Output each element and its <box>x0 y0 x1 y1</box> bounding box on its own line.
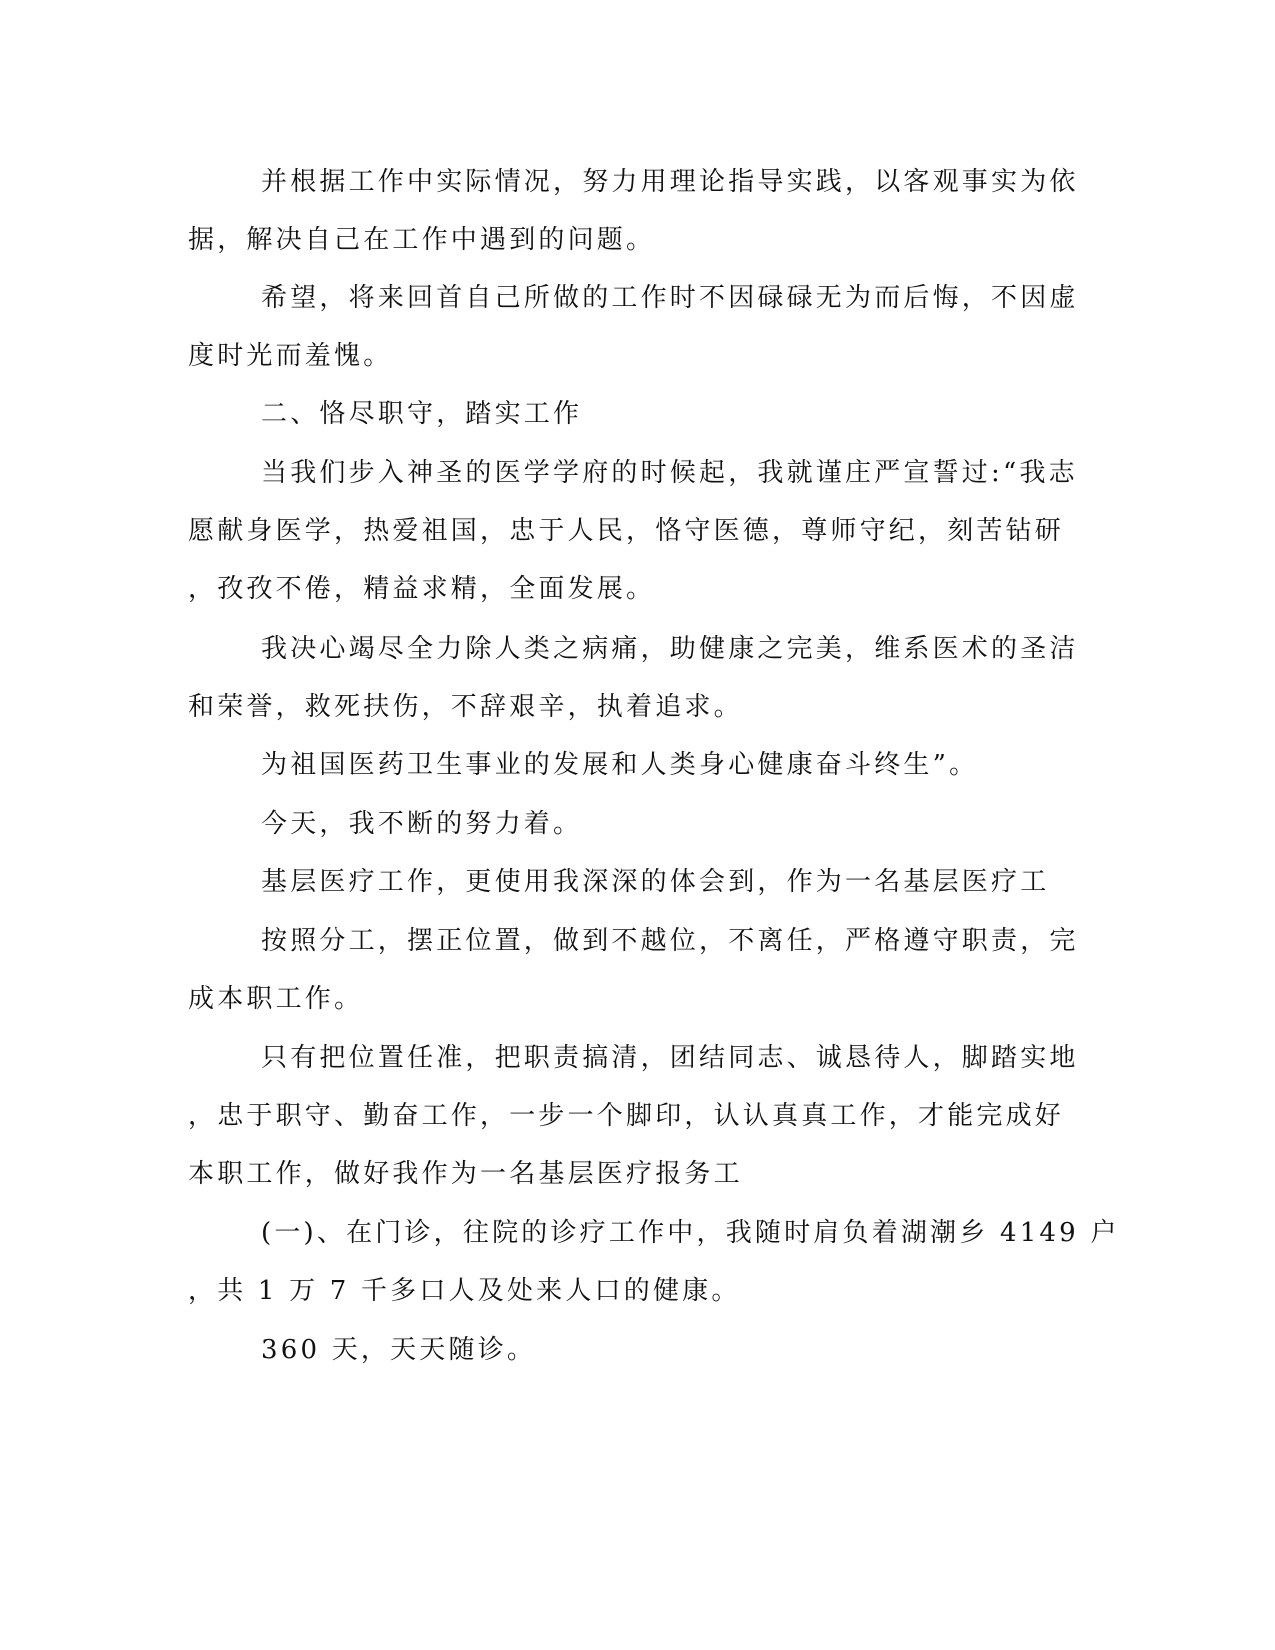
text-line: 希望，将来回首自己所做的工作时不因碌碌无为而后悔，不因虚 <box>261 283 1079 313</box>
text-line: 本职工作，做好我作为一名基层医疗报务工 <box>188 1159 743 1189</box>
text-line: 度时光而羞愧。 <box>188 341 393 371</box>
text-line: 据，解决自己在工作中遇到的问题。 <box>188 225 656 255</box>
text-line: 愿献身医学，热爱祖国，忠于人民，恪守医德，尊师守纪，刻苦钻研 <box>188 516 1065 546</box>
text-line: 按照分工，摆正位置，做到不越位，不离任，严格遵守职责，完 <box>261 926 1079 956</box>
text-line: 为祖国医药卫生事业的发展和人类身心健康奋斗终生”。 <box>261 750 979 780</box>
text-line: 当我们步入神圣的医学学府的时候起，我就谨庄严宣誓过:“我志 <box>261 458 1078 488</box>
text-line: 360 天，天天随诊。 <box>261 1335 537 1365</box>
text-line: 基层医疗工作，更使用我深深的体会到，作为一名基层医疗工 <box>261 867 1050 897</box>
text-line: 并根据工作中实际情况，努力用理论指导实践，以客观事实为依 <box>261 167 1079 197</box>
text-line: 成本职工作。 <box>188 984 364 1014</box>
text-line: ，孜孜不倦，精益求精，全面发展。 <box>188 574 656 604</box>
section-heading: 二、恪尽职守，踏实工作 <box>261 399 583 429</box>
text-line: ，共 1 万 7 千多口人及处来人口的健康。 <box>188 1276 741 1306</box>
text-line: 和荣誉，救死扶伤，不辞艰辛，执着追求。 <box>188 692 743 722</box>
text-line: (一)、在门诊，往院的诊疗工作中，我随时肩负着湖潮乡 4149 户 <box>261 1218 1120 1248</box>
text-line: 今天，我不断的努力着。 <box>261 809 583 839</box>
text-line: 只有把位置任准，把职责搞清，团结同志、诚恳待人，脚踏实地 <box>261 1043 1079 1073</box>
text-line: 我决心竭尽全力除人类之病痛，助健康之完美，维系医术的圣洁 <box>261 634 1079 664</box>
text-line: ，忠于职守、勤奋工作，一步一个脚印，认认真真工作，才能完成好 <box>188 1101 1065 1131</box>
